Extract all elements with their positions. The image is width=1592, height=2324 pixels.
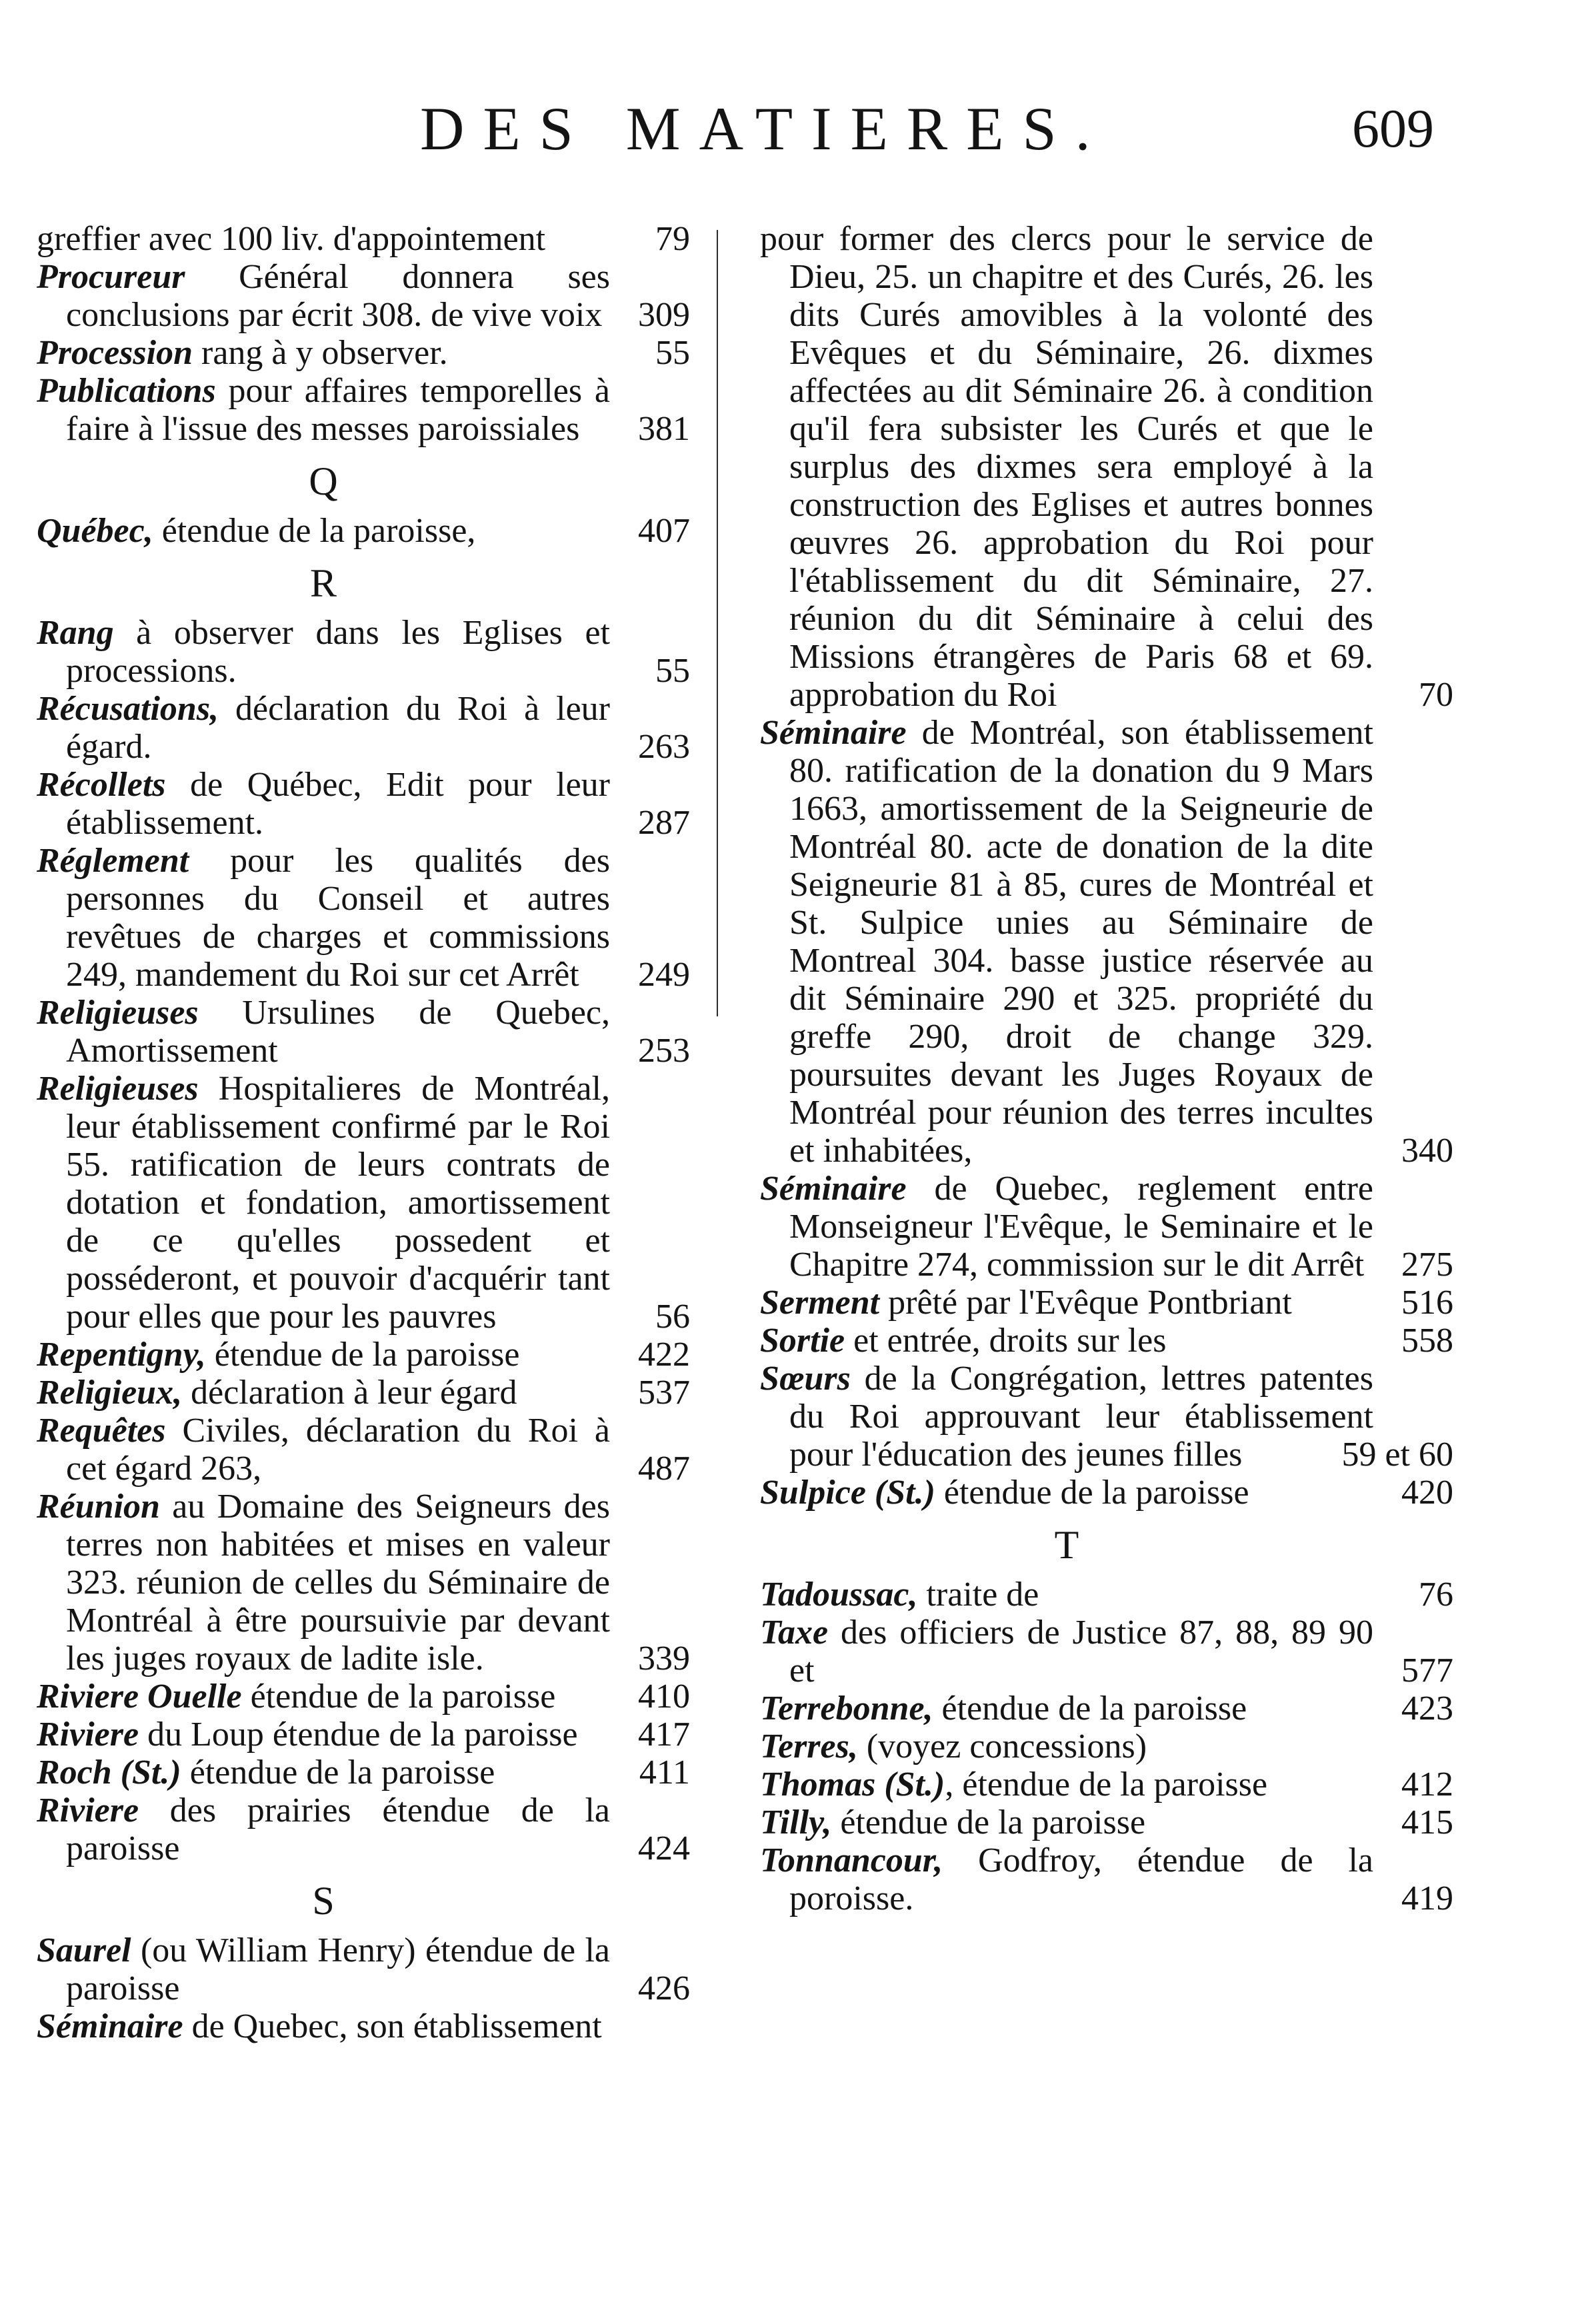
entry-text: traite de bbox=[917, 1576, 1039, 1614]
entry-text: au Domaine des Seigneurs des terres non habitées et mises en valeur 323. réunion de celles du Séminaire de Montréal à être poursuivie par devant les juges royaux de ladite isle. bbox=[66, 1488, 610, 1678]
index-entry bbox=[37, 1070, 690, 1336]
entry-text: déclaration du Roi à leur égard. bbox=[66, 690, 610, 766]
entry-head: Terres, bbox=[760, 1728, 858, 1765]
entry-head: Sortie bbox=[760, 1322, 845, 1360]
running-head bbox=[0, 93, 1592, 167]
index-entry bbox=[37, 220, 690, 258]
index-entry bbox=[37, 1488, 690, 1678]
entry-page: 309 bbox=[638, 296, 690, 334]
entry-text: étendue de la paroisse bbox=[181, 1753, 495, 1791]
entry-page: 419 bbox=[1401, 1879, 1453, 1917]
entry-text: greffier avec 100 liv. d'appointement bbox=[37, 220, 546, 258]
entry-head: Procession bbox=[37, 334, 193, 372]
left-column bbox=[37, 220, 690, 2045]
entry-head: Sœurs bbox=[760, 1360, 851, 1398]
index-entry bbox=[37, 512, 690, 550]
entry-head: Thomas (St.) bbox=[760, 1765, 945, 1803]
entry-head: Réunion bbox=[37, 1488, 160, 1526]
entry-text: de la Congrégation, lettres patentes du Roi approuvant leur établissement pour l'éducation des jeunes filles bbox=[789, 1360, 1373, 1474]
entry-page: 287 bbox=[638, 804, 690, 842]
entry-head: Taxe bbox=[760, 1614, 829, 1652]
entry-head: Séminaire bbox=[760, 714, 907, 752]
entry-head: Publications bbox=[37, 372, 216, 410]
entry-text: de Montréal, son établissement 80. ratification de la donation du 9 Mars 1663, amortissement de la Seigneurie de Montréal 80. acte de donation de la dite Seigneurie 81 à 85, cures de Montréal et St. Sulpice unies au Séminaire de Montreal 304. basse justice réservée au dit Séminaire 290 et 325. propriété du greffe 290, droit de change 329. poursuites devant les Juges Royaux de Montréal pour réunion des terres incultes et inhabitées, bbox=[789, 714, 1373, 1170]
entry-head: Récusations, bbox=[37, 690, 219, 728]
entry-page: 79 bbox=[655, 220, 690, 258]
entry-head: Séminaire bbox=[37, 2007, 183, 2045]
entry-page: 516 bbox=[1401, 1284, 1453, 1322]
entry-head: Religieuses bbox=[37, 1070, 199, 1108]
index-entry bbox=[760, 1322, 1453, 1360]
entry-text: pour former des clercs pour le service de Dieu, 25. un chapitre et des Curés, 26. les dits Curés amovibles à la volonté des Evêques et du Séminaire, 26. dixmes affectées au dit Séminaire 26. à condition qu'il fera subsister les Curés et que le surplus des dixmes sera employé à la construction des Eglises et autres bonnes œuvres 26. approbation du Roi pour l'établissement du dit Séminaire, 27. réunion du dit Séminaire à celui des Missions étrangères de Paris 68 et 69. approbation du Roi bbox=[760, 220, 1373, 714]
entry-page: 417 bbox=[638, 1716, 690, 1753]
entry-page: 577 bbox=[1401, 1652, 1453, 1690]
entry-page: 340 bbox=[1401, 1132, 1453, 1170]
page-number: 609 bbox=[1352, 98, 1434, 159]
entry-page: 263 bbox=[638, 728, 690, 766]
entry-text: de Quebec, son établissement bbox=[183, 2007, 602, 2045]
entry-page: 56 bbox=[655, 1298, 690, 1336]
index-entry bbox=[37, 258, 690, 334]
entry-page: 55 bbox=[655, 652, 690, 690]
entry-text: (voyez concessions) bbox=[857, 1728, 1147, 1765]
running-title: DES MATIERES. bbox=[420, 95, 1109, 163]
entry-text: et entrée, droits sur les bbox=[845, 1322, 1167, 1360]
entry-text: des prairies étendue de la paroisse bbox=[66, 1791, 610, 1867]
entry-page: 410 bbox=[638, 1678, 690, 1716]
index-entry bbox=[37, 334, 690, 372]
section-letter-q: Q bbox=[309, 459, 338, 503]
index-entry bbox=[37, 1412, 690, 1488]
entry-text: à observer dans les Eglises et processions. bbox=[66, 614, 610, 690]
entry-head: Roch (St.) bbox=[37, 1753, 181, 1791]
entry-text: Ursulines de Quebec, Amortissement bbox=[66, 994, 610, 1070]
entry-head: Repentigny, bbox=[37, 1336, 206, 1374]
index-entry bbox=[760, 1576, 1453, 1614]
entry-head: Religieuses bbox=[37, 994, 199, 1032]
index-entry bbox=[37, 1336, 690, 1374]
entry-head: Religieux, bbox=[37, 1374, 183, 1412]
entry-page: 76 bbox=[1419, 1576, 1453, 1614]
column-divider bbox=[717, 230, 718, 1016]
index-entry bbox=[760, 1765, 1453, 1803]
entry-head: Sulpice (St.) bbox=[760, 1474, 935, 1512]
entry-page: 55 bbox=[655, 334, 690, 372]
entry-text: pour affaires temporelles à faire à l'issue des messes paroissiales bbox=[66, 372, 610, 448]
entry-text: étendue de la paroisse bbox=[935, 1474, 1249, 1512]
entry-head: Tonnancour, bbox=[760, 1841, 943, 1879]
entry-page: 253 bbox=[638, 1032, 690, 1070]
entry-page: 407 bbox=[638, 512, 690, 550]
index-entry bbox=[760, 1284, 1453, 1322]
entry-head: Récollets bbox=[37, 766, 166, 804]
entry-page: 487 bbox=[638, 1450, 690, 1488]
entry-head: Québec, bbox=[37, 512, 153, 550]
entry-text: pour les qualités des personnes du Conseil et autres revêtues de charges et commissions 249, mandement du Roi sur cet Arrêt bbox=[66, 842, 610, 994]
index-entry bbox=[37, 1931, 690, 2007]
entry-text: des officiers de Justice 87, 88, 89 90 et bbox=[789, 1614, 1373, 1690]
index-entry bbox=[760, 1690, 1453, 1728]
entry-page: 412 bbox=[1401, 1765, 1453, 1803]
entry-page: 70 bbox=[1419, 676, 1453, 714]
entry-page: 426 bbox=[638, 1969, 690, 2007]
entry-page: 422 bbox=[638, 1336, 690, 1374]
entry-head: Rang bbox=[37, 614, 114, 652]
index-entry bbox=[37, 842, 690, 994]
right-column bbox=[760, 220, 1453, 1917]
index-entry bbox=[37, 766, 690, 842]
entry-page: 420 bbox=[1401, 1474, 1453, 1512]
entry-head: Saurel bbox=[37, 1931, 131, 1969]
entry-page: 537 bbox=[638, 1374, 690, 1412]
index-entry bbox=[760, 1170, 1453, 1284]
section-letter-s: S bbox=[312, 1879, 335, 1923]
index-entry bbox=[760, 1360, 1453, 1474]
entry-page: 411 bbox=[639, 1753, 690, 1791]
entry-text: , étendue de la paroisse bbox=[945, 1765, 1268, 1803]
index-entry bbox=[760, 1803, 1453, 1841]
entry-page: 558 bbox=[1401, 1322, 1453, 1360]
entry-head: Procureur bbox=[37, 258, 185, 296]
entry-head: Réglement bbox=[37, 842, 189, 880]
entry-text: de Quebec, reglement entre Monseigneur l'Evêque, le Seminaire et le Chapitre 274, commission sur le dit Arrêt bbox=[789, 1170, 1373, 1284]
entry-head: Séminaire bbox=[760, 1170, 907, 1208]
entry-text: déclaration à leur égard bbox=[182, 1374, 517, 1412]
entry-text: du Loup étendue de la paroisse bbox=[139, 1716, 578, 1753]
index-entry bbox=[37, 1791, 690, 1867]
entry-head: Serment bbox=[760, 1284, 880, 1322]
entry-page: 423 bbox=[1401, 1690, 1453, 1728]
entry-text: étendue de la paroisse bbox=[831, 1803, 1146, 1841]
entry-head: Tadoussac, bbox=[760, 1576, 918, 1614]
entry-head: Riviere Ouelle bbox=[37, 1678, 242, 1716]
entry-text: Civiles, déclaration du Roi à cet égard 263, bbox=[66, 1412, 610, 1488]
entry-text: de Québec, Edit pour leur établissement. bbox=[66, 766, 610, 842]
index-entry bbox=[37, 1716, 690, 1753]
index-entry bbox=[760, 1614, 1453, 1690]
entry-page: 249 bbox=[638, 956, 690, 994]
entry-text: prêté par l'Evêque Pontbriant bbox=[879, 1284, 1292, 1322]
index-entry bbox=[37, 614, 690, 690]
index-entry bbox=[760, 1728, 1453, 1765]
section-letter-r: R bbox=[309, 561, 337, 605]
entry-page: 339 bbox=[638, 1640, 690, 1678]
index-entry bbox=[760, 714, 1453, 1170]
entry-head: Riviere bbox=[37, 1716, 139, 1753]
entry-text: Godfroy, étendue de la poroisse. bbox=[789, 1841, 1373, 1917]
entry-page: 381 bbox=[638, 410, 690, 448]
entry-text: étendue de la paroisse bbox=[205, 1336, 520, 1374]
entry-head: Tilly, bbox=[760, 1803, 832, 1841]
entry-text: (ou William Henry) étendue de la paroisse bbox=[66, 1931, 610, 2007]
entry-page: 415 bbox=[1401, 1803, 1453, 1841]
entry-text: Hospitalieres de Montréal, leur établissement confirmé par le Roi 55. ratification de leurs contrats de dotation et fondation, amortissement de ce qu'elles possedent et posséderont, et pouvoir d'acquérir tant pour elles que pour les pauvres bbox=[66, 1070, 610, 1336]
entry-page: 424 bbox=[638, 1829, 690, 1867]
index-entry bbox=[37, 2007, 690, 2045]
index-entry bbox=[37, 1374, 690, 1412]
index-entry bbox=[37, 1678, 690, 1716]
index-entry bbox=[37, 372, 690, 448]
entry-text: étendue de la paroisse bbox=[241, 1678, 556, 1716]
entry-head: Requêtes bbox=[37, 1412, 166, 1450]
section-letter-t: T bbox=[1054, 1523, 1079, 1567]
entry-head: Terrebonne, bbox=[760, 1690, 933, 1728]
index-entry bbox=[760, 1474, 1453, 1512]
index-entry bbox=[760, 220, 1453, 714]
entry-page: 59 et 60 bbox=[1341, 1436, 1453, 1474]
entry-text: étendue de la paroisse bbox=[933, 1690, 1247, 1728]
entry-text: rang à y observer. bbox=[193, 334, 448, 372]
index-entry bbox=[37, 1753, 690, 1791]
entry-text: étendue de la paroisse, bbox=[153, 512, 476, 550]
index-entry bbox=[37, 690, 690, 766]
index-entry bbox=[37, 994, 690, 1070]
entry-text: Général donnera ses conclusions par écrit 308. de vive voix bbox=[66, 258, 610, 334]
index-entry bbox=[760, 1841, 1453, 1917]
entry-head: Riviere bbox=[37, 1791, 139, 1829]
entry-page: 275 bbox=[1401, 1246, 1453, 1284]
